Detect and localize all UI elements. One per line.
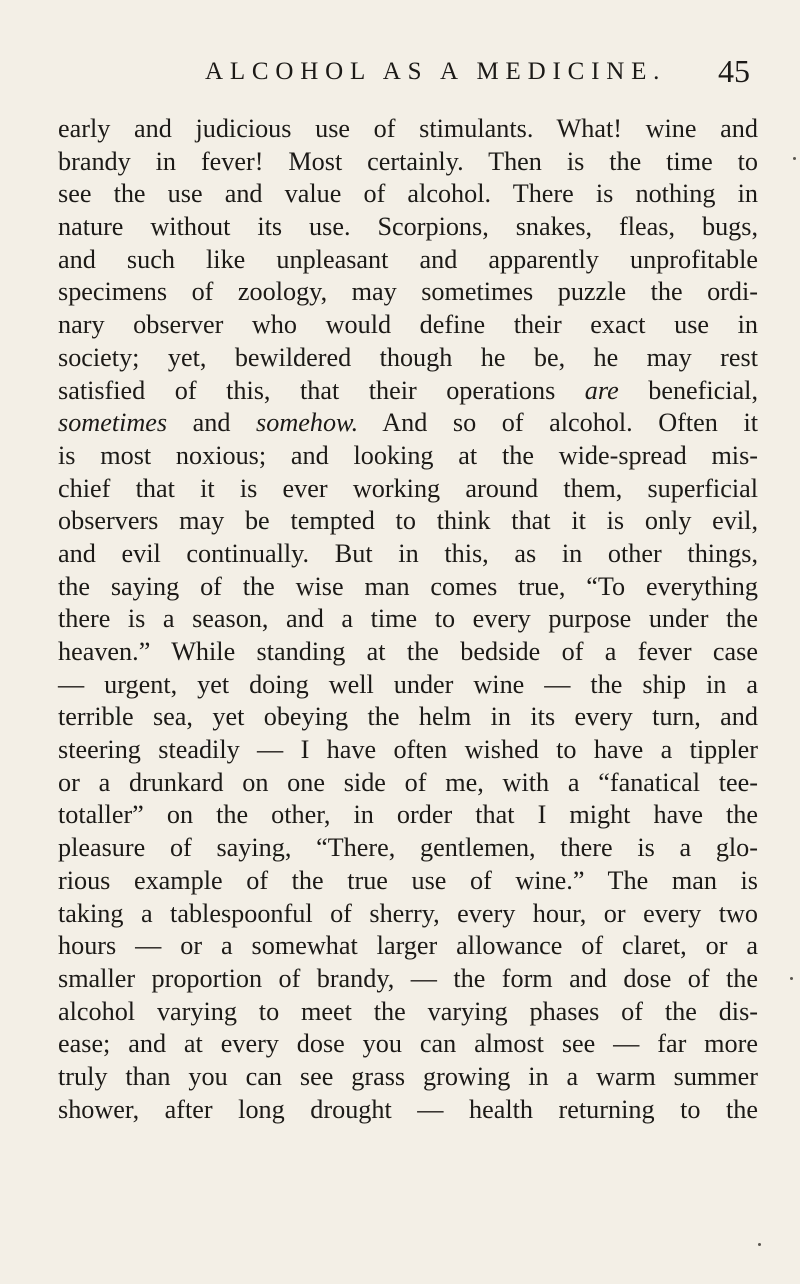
text-line: pleasure of saying, “There, gentlemen, there is a glo- [58,833,758,863]
body-text [58,113,758,1126]
page-number: 45 [718,53,750,89]
text-line: observers may be tempted to think that it is only evil, [58,506,758,536]
text-line: — urgent, yet doing well under wine — the ship in a [58,669,758,699]
text-segment: And so of alcohol. Often it [382,408,758,438]
text-line [58,407,758,440]
text-line: or a drunkard on one side of me, with a “fanatical tee- [58,767,758,797]
running-head [205,53,750,96]
text-line: see the use and value of alcohol. There is nothing in [58,179,758,209]
text-line: there is a season, and a time to every purpose under the [58,604,758,634]
text-line: hours — or a somewhat larger allowance of claret, or a [58,931,758,961]
italic-word: somehow. [256,408,359,438]
text-line: terrible sea, yet obeying the helm in its every turn, and [58,702,758,732]
text-line: totaller” on the other, in order that I might have the [58,800,758,830]
text-line: nary observer who would define their exact use in [58,310,758,340]
text-line: heaven.” While standing at the bedside of a fever case [58,637,758,666]
text-line: the saying of the wise man comes true, “To everything [58,571,758,601]
running-title: ALCOHOL AS A MEDICINE. [205,58,667,85]
text-line: specimens of zoology, may sometimes puzzle the ordi- [58,277,758,307]
text-line: smaller proportion of brandy, — the form and dose of the [58,963,758,993]
text-line: rious example of the true use of wine.” The man is [58,865,758,895]
text-line: brandy in fever! Most certainly. Then is the time to [58,146,758,176]
text-segment: satisfied of this, that their operations [58,375,556,405]
text-line: nature without its use. Scorpions, snakes, fleas, bugs, [58,212,758,242]
text-line: is most noxious; and looking at the wide-spread mis- [58,440,758,470]
text-line: society; yet, bewildered though he be, he may rest [58,342,758,372]
paper-speck [793,157,796,160]
text-line: shower, after long drought — health returning to the [58,1094,758,1124]
text-segment: beneficial, [648,375,759,405]
text-line: ease; and at every dose you can almost see — far more [58,1029,758,1059]
text-line: taking a tablespoonful of sherry, every hour, or every two [58,898,758,928]
paper-speck [790,977,793,980]
italic-word: sometimes [58,408,168,438]
text-line: chief that it is ever working around them, superficial [58,473,758,503]
paper-speck [758,1243,761,1246]
text-line: and such like unpleasant and apparently unprofitable [58,244,758,274]
text-segment: and [192,408,231,438]
text-line [58,375,758,408]
text-line: truly than you can see grass growing in a warm summer [58,1061,758,1091]
text-line: steering steadily — I have often wished to have a tippler [58,735,758,765]
text-line: and evil continually. But in this, as in other things, [58,538,758,568]
italic-word: are [584,375,619,405]
text-line: early and judicious use of stimulants. What! wine and [58,114,758,143]
text-line: alcohol varying to meet the varying phases of the dis- [58,996,758,1026]
